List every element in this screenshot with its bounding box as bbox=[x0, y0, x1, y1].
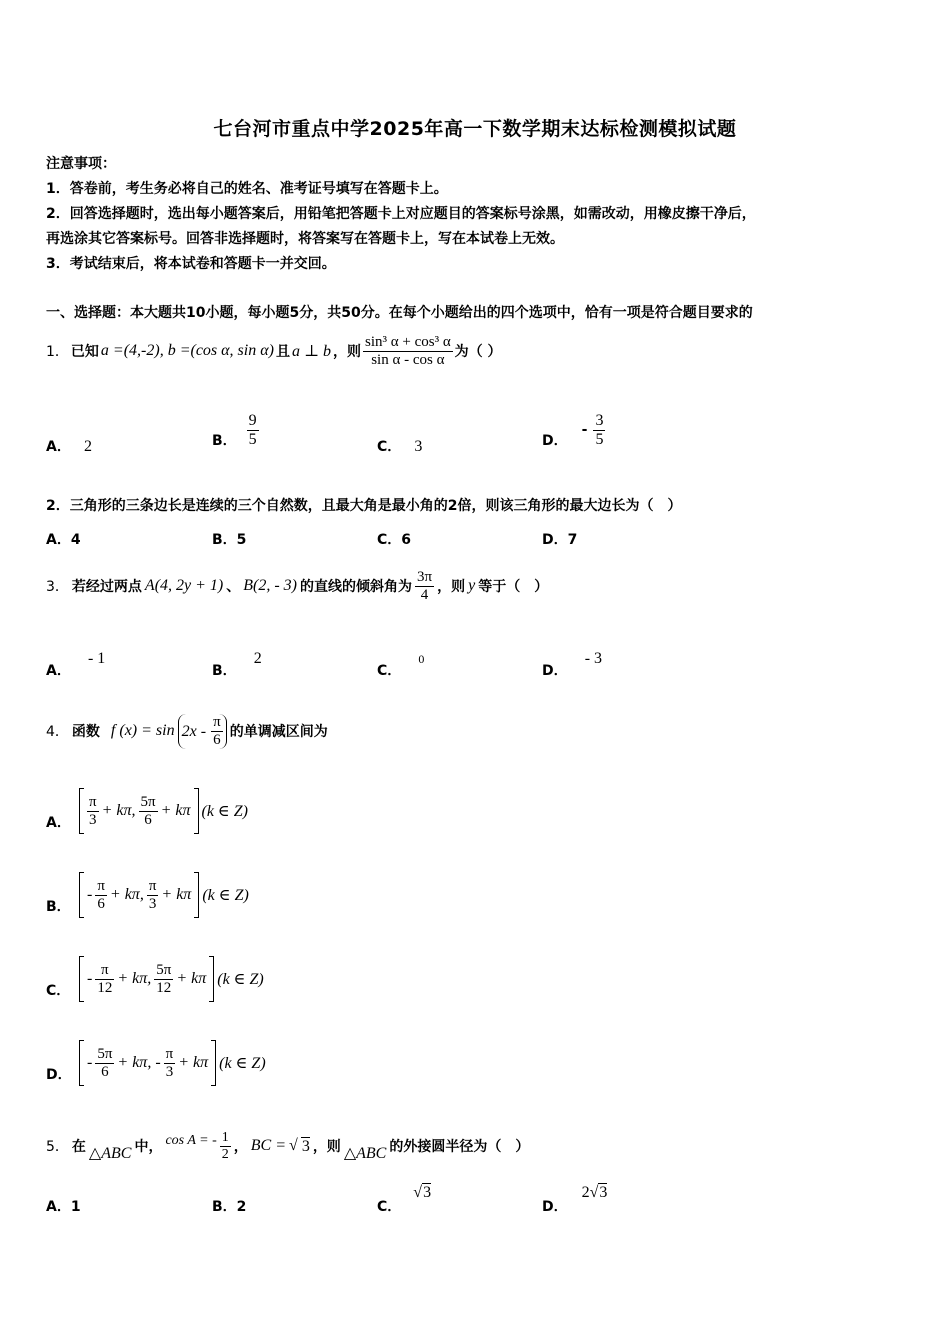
question-4 bbox=[46, 706, 328, 756]
q3-a-label: A． bbox=[46, 663, 71, 679]
q4-d-tail: (k ∈ Z) bbox=[219, 1055, 266, 1072]
q4-b-mid2: + kπ bbox=[161, 886, 192, 903]
q4-b-n1: π bbox=[97, 877, 105, 894]
q5-triangle: △ABC bbox=[88, 1145, 132, 1162]
q4-option-b[interactable] bbox=[46, 872, 249, 918]
q4-a-frac2 bbox=[139, 794, 158, 829]
q4-option-c[interactable] bbox=[46, 956, 264, 1002]
q4-a-tail: (k ∈ Z) bbox=[201, 803, 248, 820]
q3-text: 若经过两点 bbox=[71, 579, 142, 595]
q1-option-d[interactable] bbox=[542, 410, 605, 450]
q5-d-pre: 2 bbox=[581, 1184, 590, 1201]
q3-point-a: A(4, 2y + 1) bbox=[144, 577, 224, 594]
q1-perp: a ⊥ b bbox=[291, 343, 331, 360]
q4-b-sign: - bbox=[87, 886, 93, 903]
q4-c-frac1 bbox=[95, 962, 114, 997]
q4-d-lbracket bbox=[79, 1040, 84, 1086]
q4-option-d[interactable] bbox=[46, 1040, 266, 1086]
q1-frac-den: sin α - cos α bbox=[371, 351, 445, 368]
q4-c-n1: π bbox=[95, 962, 114, 980]
q3-number: 3． bbox=[46, 579, 69, 595]
question-1 bbox=[46, 328, 502, 374]
q1-option-a[interactable] bbox=[46, 436, 92, 456]
q1-d-sign: - bbox=[581, 422, 588, 438]
q1-text-4: 为（ ） bbox=[454, 344, 502, 360]
q4-d-rbracket bbox=[211, 1040, 216, 1086]
q4-d-sign: - bbox=[87, 1054, 93, 1071]
q1-text: 已知 bbox=[70, 344, 99, 360]
q4-d-n1: 5π bbox=[97, 1045, 113, 1062]
q3-angle-den: 4 bbox=[420, 586, 429, 603]
q2-option-b[interactable]: B．5 bbox=[212, 532, 247, 548]
q2-option-c[interactable]: C．6 bbox=[377, 532, 412, 548]
notice-heading: 注意事项： bbox=[46, 156, 116, 172]
q4-c-d2: 12 bbox=[156, 979, 172, 996]
q3-var: y bbox=[468, 577, 476, 594]
q4-c-tail: (k ∈ Z) bbox=[217, 971, 264, 988]
q5-d-value: 2√3 bbox=[581, 1184, 608, 1201]
q4-text: 函数 bbox=[71, 724, 100, 740]
q4-a-rbracket bbox=[194, 788, 199, 834]
q5-option-c[interactable] bbox=[377, 1184, 431, 1216]
q5-cos-frac bbox=[220, 1130, 231, 1163]
q4-c-mid2: + kπ bbox=[176, 970, 207, 987]
q5-option-b[interactable]: B．2 bbox=[212, 1199, 247, 1215]
q1-a-label: A． bbox=[46, 439, 71, 455]
q4-c-label: C． bbox=[46, 983, 71, 999]
q1-b-den: 5 bbox=[248, 430, 257, 448]
q5-sqrt-sign: √ bbox=[289, 1137, 298, 1154]
question-3 bbox=[46, 562, 548, 610]
q1-c-label: C． bbox=[377, 439, 402, 455]
q4-d-mid1: + kπ, - bbox=[117, 1054, 161, 1071]
q4-arg-pre: 2x - bbox=[181, 722, 207, 740]
q3-a-value: - 1 bbox=[87, 650, 106, 667]
q3-b-label: B． bbox=[212, 663, 237, 679]
q1-number: 1． bbox=[46, 344, 69, 360]
q3-d-value: - 3 bbox=[584, 650, 603, 667]
q4-a-frac1 bbox=[87, 794, 99, 829]
q4-d-label: D． bbox=[46, 1067, 72, 1083]
q3-d-label: D． bbox=[542, 663, 568, 679]
q4-d-frac2 bbox=[164, 1046, 176, 1081]
q3-c-value: 0 bbox=[418, 652, 425, 666]
q4-b-label: B． bbox=[46, 899, 71, 915]
q1-d-num: 3 bbox=[595, 411, 604, 429]
q4-arg-den: 6 bbox=[213, 731, 221, 748]
q1-vectors: a =(4,-2), b =(cos α, sin α) bbox=[100, 342, 274, 359]
q5-text-3: ，则 bbox=[312, 1139, 341, 1155]
q4-a-d2: 6 bbox=[144, 811, 152, 828]
q5-text-2: 中， bbox=[134, 1139, 163, 1155]
q2-option-a[interactable]: A．4 bbox=[46, 532, 81, 548]
q3-angle-num: 3π bbox=[417, 568, 433, 585]
q4-b-mid1: + kπ, bbox=[109, 886, 144, 903]
q1-option-b[interactable] bbox=[212, 410, 259, 450]
q5-c-sqrt: √3 bbox=[413, 1184, 432, 1201]
q3-text-2: 的直线的倾斜角为 bbox=[300, 579, 413, 595]
q5-text: 在 bbox=[71, 1139, 86, 1155]
q5-cos-num: 1 bbox=[221, 1129, 229, 1145]
q5-number: 5． bbox=[46, 1139, 69, 1155]
q4-a-label: A． bbox=[46, 815, 71, 831]
q4-a-lbracket bbox=[79, 788, 84, 834]
q4-a-n2: 5π bbox=[140, 793, 156, 810]
q3-text-3: ，则 bbox=[437, 579, 466, 595]
q1-a-value: 2 bbox=[83, 438, 92, 455]
q5-option-d[interactable] bbox=[542, 1184, 607, 1216]
question-5 bbox=[46, 1124, 529, 1168]
q2-option-d[interactable]: D．7 bbox=[542, 532, 578, 548]
notice-item-2-cont: 再选涂其它答案标号。回答非选择题时，将答案写在答题卡上，写在本试卷上无效。 bbox=[46, 231, 564, 247]
q1-fraction bbox=[363, 334, 453, 369]
q5-option-a[interactable]: A．1 bbox=[46, 1199, 81, 1215]
q1-d-den: 5 bbox=[595, 430, 604, 448]
q4-arg-frac bbox=[211, 714, 223, 749]
q4-a-mid1: + kπ, bbox=[101, 802, 136, 819]
q4-c-mid1: + kπ, bbox=[117, 970, 152, 987]
q5-cos: cos A = - bbox=[165, 1133, 217, 1148]
q1-c-value: 3 bbox=[414, 438, 423, 455]
q4-c-rbracket bbox=[209, 956, 214, 1002]
q3-option-d[interactable] bbox=[542, 648, 603, 679]
q1-b-label: B． bbox=[212, 433, 237, 449]
q1-b-frac bbox=[247, 412, 259, 449]
q4-b-rbracket bbox=[194, 872, 199, 918]
q3-point-b: B(2, - 3) bbox=[243, 577, 298, 594]
q5-bc-root: 3 bbox=[301, 1137, 310, 1155]
q5-cos-den: 2 bbox=[221, 1146, 229, 1162]
q4-c-frac2 bbox=[154, 962, 173, 997]
q4-a-n1: π bbox=[89, 793, 97, 810]
q1-option-c[interactable] bbox=[377, 436, 422, 456]
q4-b-frac1 bbox=[95, 878, 107, 913]
q3-option-a[interactable] bbox=[46, 648, 106, 679]
q3-text-4: 等于（ ） bbox=[478, 579, 549, 595]
q3-b-value: 2 bbox=[253, 650, 262, 667]
q4-c-d1: 12 bbox=[97, 979, 113, 996]
q4-a-d1: 3 bbox=[89, 811, 97, 828]
q1-text-3: ，则 bbox=[333, 344, 361, 360]
paper-title: 七台河市重点中学2025年高一下数学期末达标检测模拟试题 bbox=[213, 118, 737, 140]
q1-b-num: 9 bbox=[248, 411, 257, 429]
q4-function: f (x) = sin bbox=[110, 722, 175, 739]
q3-c-label: C． bbox=[377, 663, 402, 679]
q5-d-label: D． bbox=[542, 1199, 568, 1215]
q4-b-frac2 bbox=[147, 878, 159, 913]
q3-option-b[interactable] bbox=[212, 648, 262, 679]
q4-d-mid2: + kπ bbox=[178, 1054, 209, 1071]
q4-d-frac1 bbox=[95, 1046, 114, 1081]
q4-c-sign: - bbox=[87, 970, 93, 987]
q4-c-lbracket bbox=[79, 956, 84, 1002]
q4-d-d2: 3 bbox=[165, 1063, 174, 1080]
q1-frac-num: sin³ α + cos³ α bbox=[365, 333, 451, 350]
q5-c-label: C． bbox=[377, 1199, 402, 1215]
q4-arg-num: π bbox=[213, 713, 221, 730]
q4-number: 4． bbox=[46, 724, 69, 740]
q3-angle bbox=[415, 569, 434, 604]
q4-d-d1: 6 bbox=[101, 1063, 109, 1080]
q4-b-tail: (k ∈ Z) bbox=[202, 887, 249, 904]
q3-option-c[interactable] bbox=[377, 648, 425, 679]
q5-comma: ， bbox=[233, 1139, 248, 1155]
notice-item-3: 3．考试结束后，将本试卷和答题卡一并交回。 bbox=[46, 256, 336, 272]
q4-argument bbox=[178, 714, 227, 749]
q4-option-a[interactable] bbox=[46, 788, 248, 834]
notice-item-1: 1．答卷前，考生务必将自己的姓名、准考证号填写在答题卡上。 bbox=[46, 181, 448, 197]
q5-d-root: 3 bbox=[599, 1184, 608, 1201]
q5-c-root: 3 bbox=[423, 1184, 432, 1201]
q1-text-2: 且 bbox=[275, 344, 290, 360]
q1-d-frac bbox=[593, 412, 605, 449]
q3-sep: 、 bbox=[226, 579, 241, 595]
q5-text-4: 的外接圆半径为（ ） bbox=[389, 1139, 530, 1155]
q4-b-n2: π bbox=[148, 877, 157, 894]
section-heading: 一、选择题：本大题共10小题，每小题5分，共50分。在每个小题给出的四个选项中，恰有一项是符合题目要求的 bbox=[46, 305, 753, 321]
q4-a-mid2: + kπ bbox=[160, 802, 191, 819]
q4-text-2: 的单调减区间为 bbox=[229, 724, 328, 740]
q4-b-d1: 6 bbox=[97, 895, 105, 912]
question-2: 2．三角形的三条边长是连续的三个自然数，且最大角是最小角的2倍，则该三角形的最大边长为（ ） bbox=[46, 498, 682, 514]
q5-triangle-2: △ABC bbox=[343, 1145, 387, 1162]
q4-d-n2: π bbox=[165, 1045, 174, 1062]
q4-c-n2: 5π bbox=[156, 961, 172, 978]
notice-item-2: 2．回答选择题时，选出每小题答案后，用铅笔把答题卡上对应题目的答案标号涂黑，如需改动，用橡皮擦干净后， bbox=[46, 206, 756, 222]
q1-d-label: D． bbox=[542, 433, 568, 449]
q5-bc: BC = bbox=[250, 1137, 287, 1154]
q4-b-lbracket bbox=[79, 872, 84, 918]
q4-b-d2: 3 bbox=[148, 895, 157, 912]
